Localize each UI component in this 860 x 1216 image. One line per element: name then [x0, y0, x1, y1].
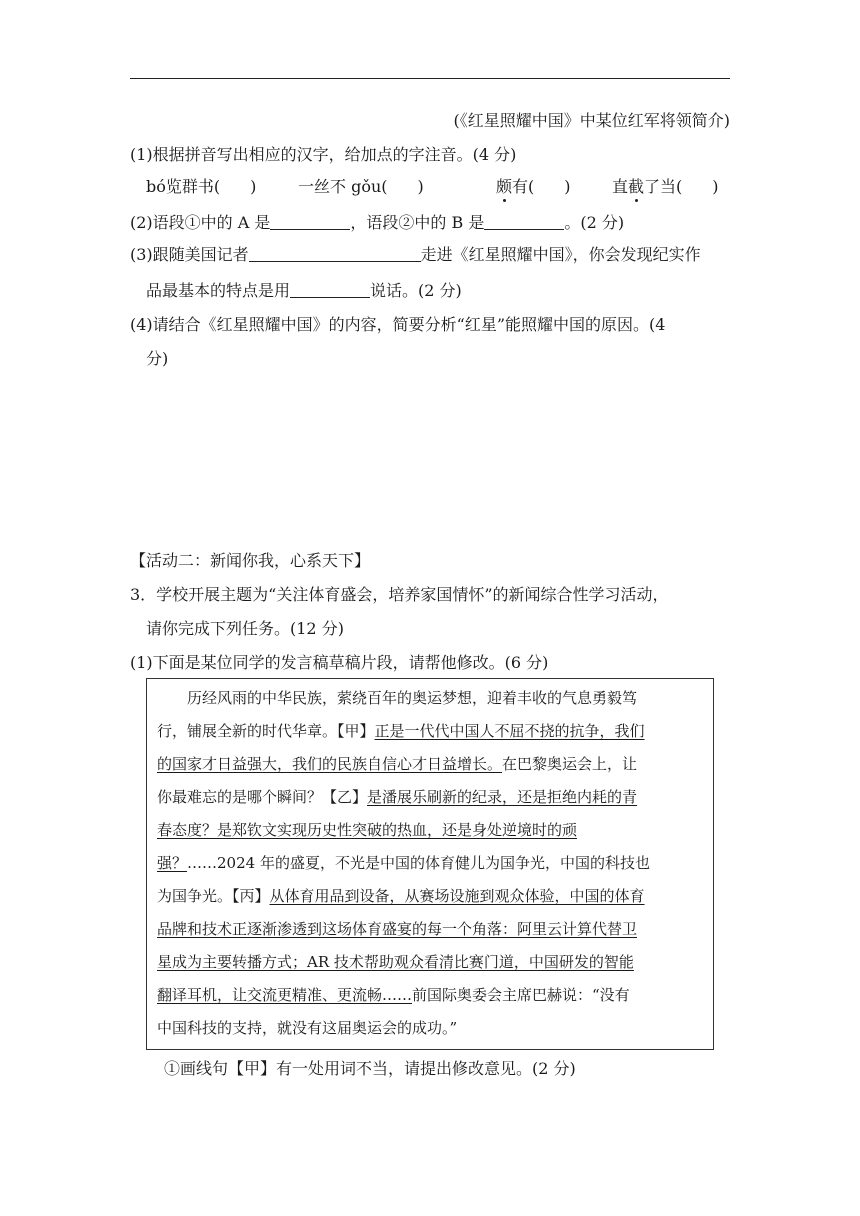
question-1-prompt: (1)根据拼音写出相应的汉字，给加点的字注音。(4 分): [130, 145, 517, 164]
question-4-line-2: 分): [146, 349, 169, 368]
draft-line-2: 行，铺展全新的时代华章。【甲】正是一代代中国人不屈不挠的抗争，我们: [157, 722, 645, 740]
header-rule: [130, 78, 730, 79]
draft-line-10: 翻译耳机，让交流更精准、更流畅……前国际奥委会主席巴赫说：“没有: [157, 986, 630, 1004]
question-3-line-1: (3)跟随美国记者 走进《红星照耀中国》，你会发现纪实作: [130, 245, 701, 264]
draft-line-1: 历经风雨的中华民族，萦绕百年的奥运梦想，迎着丰收的气息勇毅笃: [187, 689, 638, 707]
draft-line-7: 为国争光。【丙】从体育用品到设备，从赛场设施到观众体验，中国的体育: [157, 887, 645, 905]
answer-blank-b[interactable]: [484, 213, 564, 230]
draft-line-9: 星成为主要转播方式；AR 技术帮助观众看清比赛门道，中国研发的智能: [157, 953, 634, 971]
draft-line-6: 强？……2024 年的盛夏，不光是中国的体育健儿为国争光，中国的科技也: [157, 854, 650, 872]
q1-item-2: 一丝不 gǒu( ): [298, 177, 424, 196]
draft-line-4: 你最难忘的是哪个瞬间？【乙】是潘展乐刷新的纪录，还是拒绝内耗的青: [157, 788, 638, 806]
q1-item-3: 颇有( ): [496, 177, 571, 196]
question-2: (2)语段①中的 A 是 ，语段②中的 B 是 。(2 分): [130, 213, 625, 232]
sub-question-1: (1)下面是某位同学的发言稿草稿片段，请帮他修改。(6 分): [130, 653, 549, 672]
passage-caption: (《红星照耀中国》中某位红军将领简介): [453, 111, 730, 130]
draft-line-5: 春态度？是郑钦文实现历史性突破的热血，还是身处逆境时的顽: [157, 821, 578, 839]
sentence-jia: 正是一代代中国人不屈不挠的抗争，我们: [374, 722, 645, 740]
draft-line-11: 中国科技的支持，就没有这届奥运会的成功。”: [157, 1019, 458, 1037]
sentence-yi: 是潘展乐刷新的纪录，还是拒绝内耗的青: [367, 788, 638, 806]
task-3-line-1: 3．学校开展主题为“关注体育盛会，培养家国情怀”的新闻综合性学习活动，: [130, 585, 669, 604]
question-4-line-1: (4)请结合《红星照耀中国》的内容，简要分析“红星”能照耀中国的原因。(4: [130, 315, 666, 334]
answer-blank-method[interactable]: [290, 281, 370, 298]
q1-item-1: bó览群书( ): [146, 177, 257, 196]
draft-line-3: 的国家才日益强大，我们的民族自信心才日益增长。在巴黎奥运会上，让: [157, 755, 638, 773]
sentence-bing: 从体育用品到设备，从赛场设施到观众体验，中国的体育: [269, 887, 645, 905]
speech-draft-box: [146, 678, 714, 1050]
answer-blank-reporter[interactable]: [249, 245, 421, 262]
question-3-line-2: 品最基本的特点是用 说话。(2 分): [146, 281, 462, 300]
answer-blank-a[interactable]: [270, 213, 350, 230]
draft-line-8: 品牌和技术正逐渐渗透到这场体育盛宴的每一个角落：阿里云计算代替卫: [157, 920, 638, 938]
activity-2-heading: 【活动二：新闻你我，心系天下】: [130, 551, 371, 570]
q1-item-4: 直截了当( ): [612, 177, 719, 196]
sub-question-1-part-1: ①画线句【甲】有一处用词不当，请提出修改意见。(2 分): [164, 1059, 576, 1078]
task-3-line-2: 请你完成下列任务。(12 分): [146, 619, 344, 638]
